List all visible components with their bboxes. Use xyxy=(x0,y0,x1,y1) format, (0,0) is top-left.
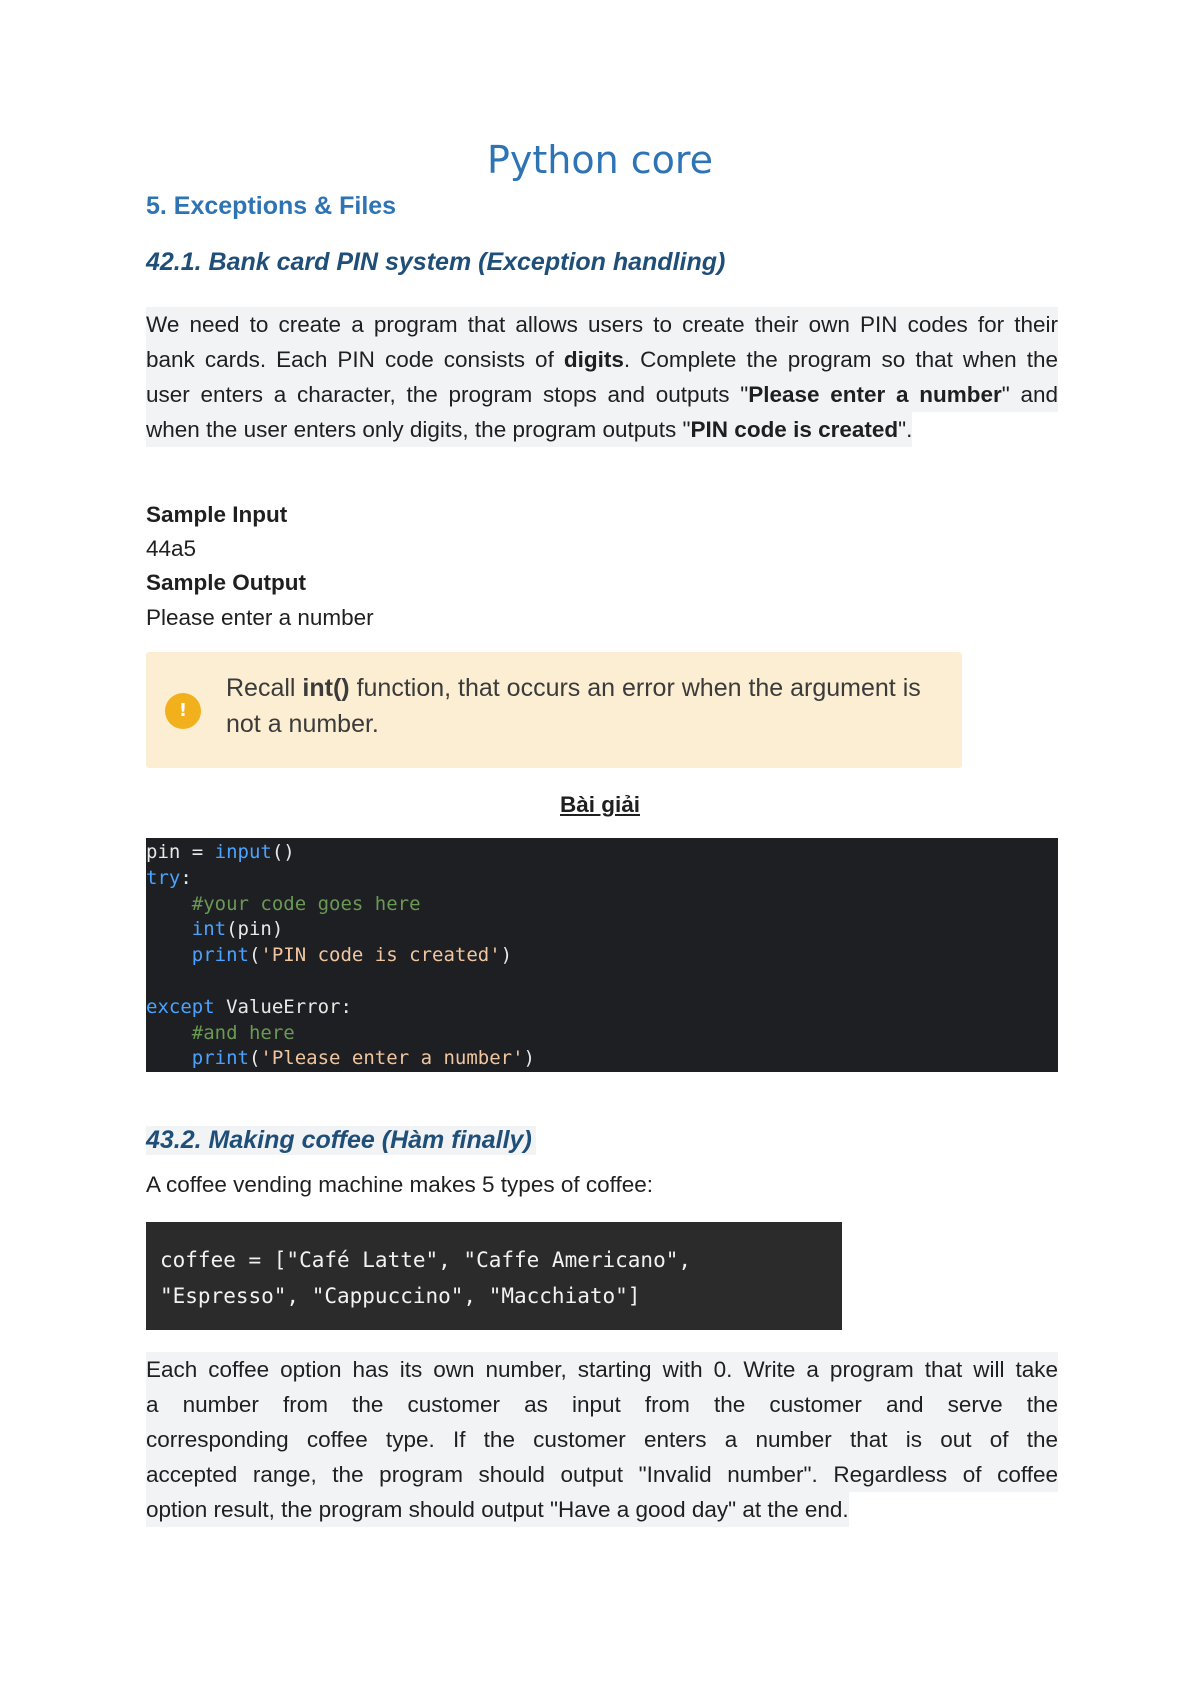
paragraph-line: when the user enters only digits, the program outputs "PIN code is created". xyxy=(146,412,912,447)
paragraph-line: user enters a character, the program stops and outputs "Please enter a number" and xyxy=(146,377,1058,412)
sample-output-value: Please enter a number xyxy=(146,605,374,630)
paragraph-line: Each coffee option has its own number, starting with 0. Write a program that will take xyxy=(146,1352,1058,1387)
coffee-list-code-block: coffee = ["Café Latte", "Caffe Americano", "Espresso", "Cappuccino", "Macchiato"] xyxy=(146,1222,842,1330)
paragraph-line: bank cards. Each PIN code consists of digits. Complete the program so that when the xyxy=(146,342,1058,377)
warning-icon: ! xyxy=(165,693,201,729)
hint-text: Recall int() function, that occurs an error when the argument is not a number. xyxy=(226,674,921,738)
sample-input-value: 44a5 xyxy=(146,536,197,561)
solution-code-block: pin = input() try: #your code goes here int(pin) print('PIN code is created') except ValueError: #and here print('Please enter a number') xyxy=(146,838,1058,1072)
paragraph-line: We need to create a program that allows users to create their own PIN codes for their xyxy=(146,307,1058,342)
sample-input-label: Sample Input xyxy=(146,502,288,527)
exercise-42-heading: 42.1. Bank card PIN system (Exception handling) xyxy=(146,248,726,276)
section-heading: 5. Exceptions & Files xyxy=(146,192,397,220)
paragraph-line: accepted range, the program should output "Invalid number". Regardless of coffee xyxy=(146,1457,1058,1492)
exercise-43-description xyxy=(146,1352,1058,1527)
exercise-43-heading: 43.2. Making coffee (Hàm finally) xyxy=(146,1126,536,1155)
hint-callout xyxy=(146,652,962,768)
exercise-42-description xyxy=(146,307,1058,447)
solution-label: Bài giải xyxy=(559,792,641,817)
sample-output-label: Sample Output xyxy=(146,570,307,595)
paragraph-line: option result, the program should output "Have a good day" at the end. xyxy=(146,1492,849,1527)
paragraph-line: a number from the customer as input from the customer and serve the xyxy=(146,1387,1058,1422)
document-title: Python core xyxy=(486,138,714,182)
paragraph-line: corresponding coffee type. If the customer enters a number that is out of the xyxy=(146,1422,1058,1457)
exercise-43-intro: A coffee vending machine makes 5 types of coffee: xyxy=(146,1172,653,1197)
